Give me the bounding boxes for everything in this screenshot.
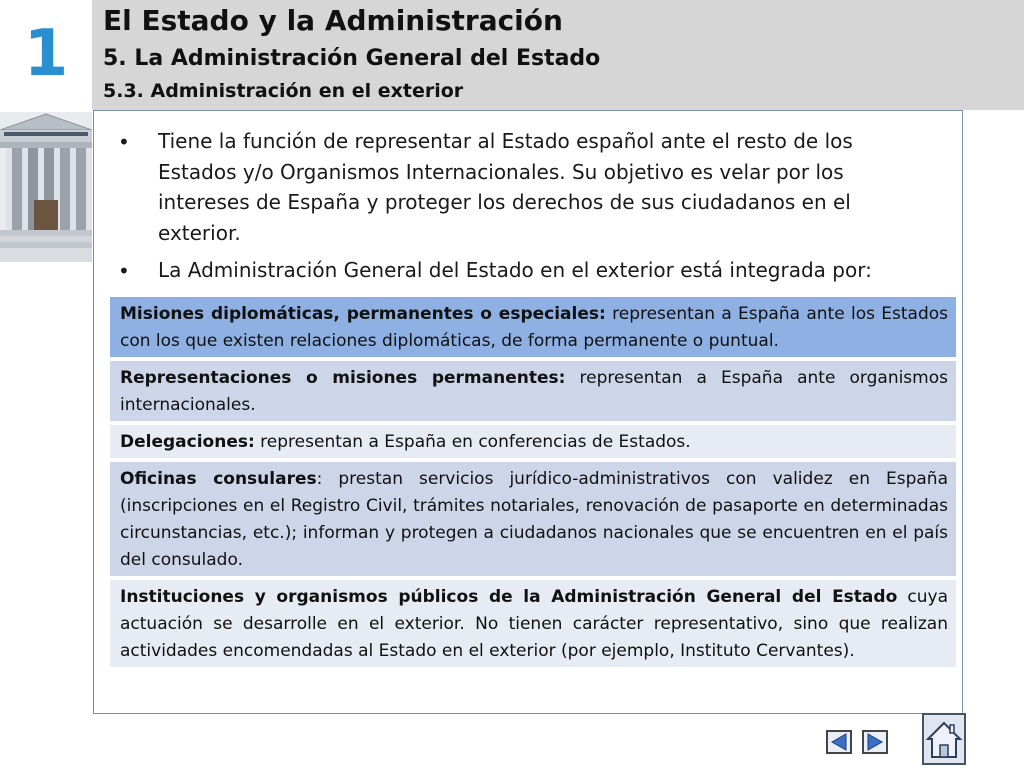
previous-slide-button[interactable] xyxy=(826,730,852,754)
content-panel xyxy=(93,110,963,714)
item-term: Representaciones o misiones permanentes: xyxy=(120,368,566,388)
item-term: Misiones diplomáticas, permanentes o especiales: xyxy=(120,304,606,324)
list-item xyxy=(110,361,956,421)
building-picture xyxy=(0,112,92,262)
chapter-number: 1 xyxy=(23,17,69,91)
item-term: Delegaciones: xyxy=(120,432,255,452)
triangle-left-icon xyxy=(828,732,850,752)
intro-bullet-composition: La Administración General del Estado en el exterior está integrada por: xyxy=(158,258,872,282)
item-term: Oficinas consulares xyxy=(120,469,317,489)
bullet-marker: • xyxy=(118,259,130,283)
house-icon xyxy=(924,715,964,763)
list-item xyxy=(110,297,956,357)
building-illustration xyxy=(0,112,92,262)
home-button[interactable] xyxy=(922,713,966,765)
item-text: : prestan servicios jurídico-administrativos con validez en España (inscripciones en el Registro Civil, trámites notariales, renovación de pasaporte en determinadas circunstancias, etc.); informan y protegen a ciudadanos nacionales que se encuentren en el país del consulado. xyxy=(120,469,949,570)
list-item xyxy=(110,580,956,667)
item-text: representan a España ante los Estados con los que existen relaciones diplomáticas, de forma permanente o puntual. xyxy=(120,304,948,351)
organism-list xyxy=(110,297,956,671)
item-text: representan a España en conferencias de Estados. xyxy=(254,432,691,452)
item-term: Instituciones y organismos públicos de la Administración General del Estado xyxy=(120,587,898,607)
section-title: 5.3. Administración en el exterior xyxy=(103,80,464,102)
item-text: cuya actuación se desarrolle en el exterior. No tienen carácter representativo, sino que realizan actividades encomendadas al Estado en el exterior (por ejemplo, Instituto Cervantes). xyxy=(120,587,948,661)
triangle-right-icon xyxy=(864,732,886,752)
page-subtitle: 5. La Administración General del Estado xyxy=(103,46,601,71)
intro-bullet-function: Tiene la función de representar al Estado español ante el resto de los Estados y/o Organismos Internacionales. Su objetivo es velar por los intereses de España y proteger los derechos de sus ciudadanos en el exterior. xyxy=(158,129,853,245)
list-item xyxy=(110,425,956,458)
list-item xyxy=(110,462,956,576)
item-text: representan a España ante organismos internacionales. xyxy=(120,368,948,415)
next-slide-button[interactable] xyxy=(862,730,888,754)
chapter-box xyxy=(0,0,92,110)
bullet-marker: • xyxy=(118,130,130,154)
page-title: El Estado y la Administración xyxy=(103,4,563,37)
